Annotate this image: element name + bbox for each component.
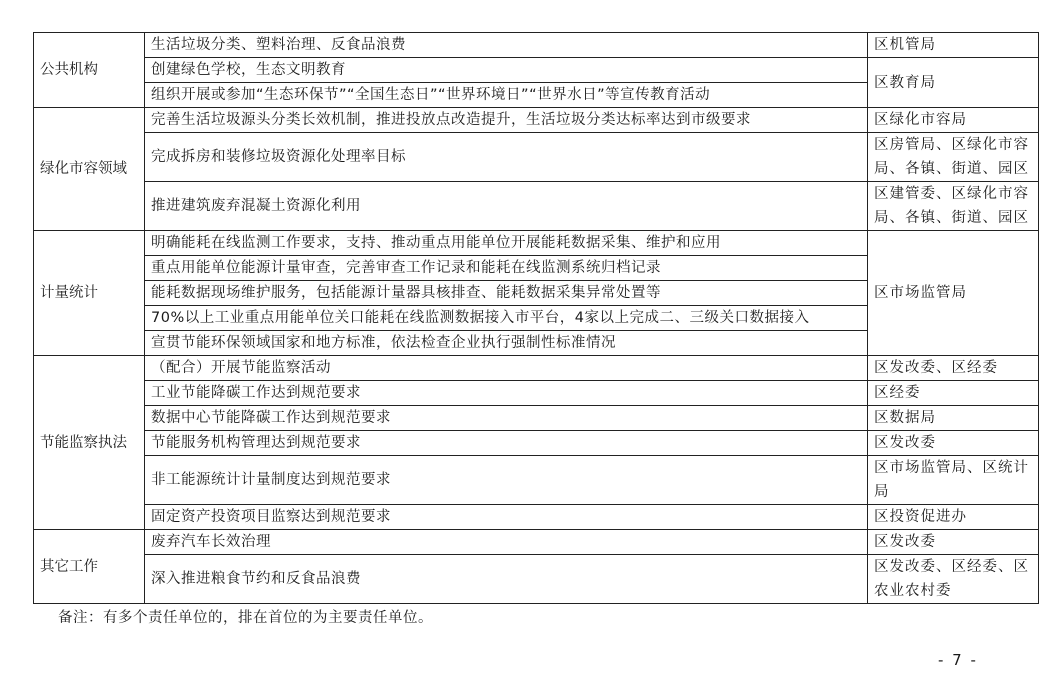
unit-cell: 区房管局、区绿化市容局、各镇、街道、园区 xyxy=(868,133,1039,182)
task-cell: 工业节能降碳工作达到规范要求 xyxy=(145,381,868,406)
task-cell: 推进建筑废弃混凝土资源化利用 xyxy=(145,182,868,231)
task-cell: 组织开展或参加“生态环保节”“全国生态日”“世界环境日”“世界水日”等宣传教育活动 xyxy=(145,83,868,108)
task-cell: 明确能耗在线监测工作要求，支持、推动重点用能单位开展能耗数据采集、维护和应用 xyxy=(145,231,868,256)
unit-cell: 区市场监管局 xyxy=(868,231,1039,356)
unit-cell: 区发改委 xyxy=(868,530,1039,555)
table-row xyxy=(34,431,1039,456)
category-cell: 计量统计 xyxy=(34,231,145,356)
task-cell: 非工能源统计计量制度达到规范要求 xyxy=(145,456,868,505)
table-row xyxy=(34,530,1039,555)
table-row xyxy=(34,231,1039,256)
unit-cell: 区数据局 xyxy=(868,406,1039,431)
page-number: - 7 - xyxy=(938,651,978,669)
table-row xyxy=(34,108,1039,133)
unit-cell: 区发改委、区经委、区农业农村委 xyxy=(868,555,1039,604)
unit-cell: 区经委 xyxy=(868,381,1039,406)
task-cell: 创建绿色学校，生态文明教育 xyxy=(145,58,868,83)
category-cell: 公共机构 xyxy=(34,33,145,108)
table-row xyxy=(34,456,1039,505)
table-row xyxy=(34,182,1039,231)
unit-cell: 区绿化市容局 xyxy=(868,108,1039,133)
table-row xyxy=(34,381,1039,406)
table-row xyxy=(34,505,1039,530)
table-row xyxy=(34,58,1039,83)
unit-cell: 区发改委、区经委 xyxy=(868,356,1039,381)
table-row xyxy=(34,33,1039,58)
unit-cell: 区教育局 xyxy=(868,58,1039,108)
task-cell: 70%以上工业重点用能单位关口能耗在线监测数据接入市平台，4家以上完成二、三级关口数据接入 xyxy=(145,306,868,331)
task-cell: 废弃汽车长效治理 xyxy=(145,530,868,555)
task-cell: 深入推进粮食节约和反食品浪费 xyxy=(145,555,868,604)
unit-cell: 区市场监管局、区统计局 xyxy=(868,456,1039,505)
table-row xyxy=(34,555,1039,604)
category-cell: 节能监察执法 xyxy=(34,356,145,530)
unit-cell: 区发改委 xyxy=(868,431,1039,456)
table-row xyxy=(34,406,1039,431)
task-cell: 完善生活垃圾源头分类长效机制，推进投放点改造提升，生活垃圾分类达标率达到市级要求 xyxy=(145,108,868,133)
task-cell: 节能服务机构管理达到规范要求 xyxy=(145,431,868,456)
task-cell: （配合）开展节能监察活动 xyxy=(145,356,868,381)
task-cell: 重点用能单位能源计量审查，完善审查工作记录和能耗在线监测系统归档记录 xyxy=(145,256,868,281)
unit-cell: 区建管委、区绿化市容局、各镇、街道、园区 xyxy=(868,182,1039,231)
table-row xyxy=(34,356,1039,381)
task-cell: 宣贯节能环保领域国家和地方标准，依法检查企业执行强制性标准情况 xyxy=(145,331,868,356)
category-cell: 其它工作 xyxy=(34,530,145,604)
table-row xyxy=(34,133,1039,182)
task-cell: 能耗数据现场维护服务，包括能源计量器具核排查、能耗数据采集异常处置等 xyxy=(145,281,868,306)
unit-cell: 区投资促进办 xyxy=(868,505,1039,530)
task-cell: 生活垃圾分类、塑料治理、反食品浪费 xyxy=(145,33,868,58)
footnote: 备注：有多个责任单位的，排在首位的为主要责任单位。 xyxy=(58,610,433,626)
responsibility-table xyxy=(33,32,1039,604)
category-cell: 绿化市容领域 xyxy=(34,108,145,231)
task-cell: 完成拆房和装修垃圾资源化处理率目标 xyxy=(145,133,868,182)
task-cell: 数据中心节能降碳工作达到规范要求 xyxy=(145,406,868,431)
task-cell: 固定资产投资项目监察达到规范要求 xyxy=(145,505,868,530)
unit-cell: 区机管局 xyxy=(868,33,1039,58)
